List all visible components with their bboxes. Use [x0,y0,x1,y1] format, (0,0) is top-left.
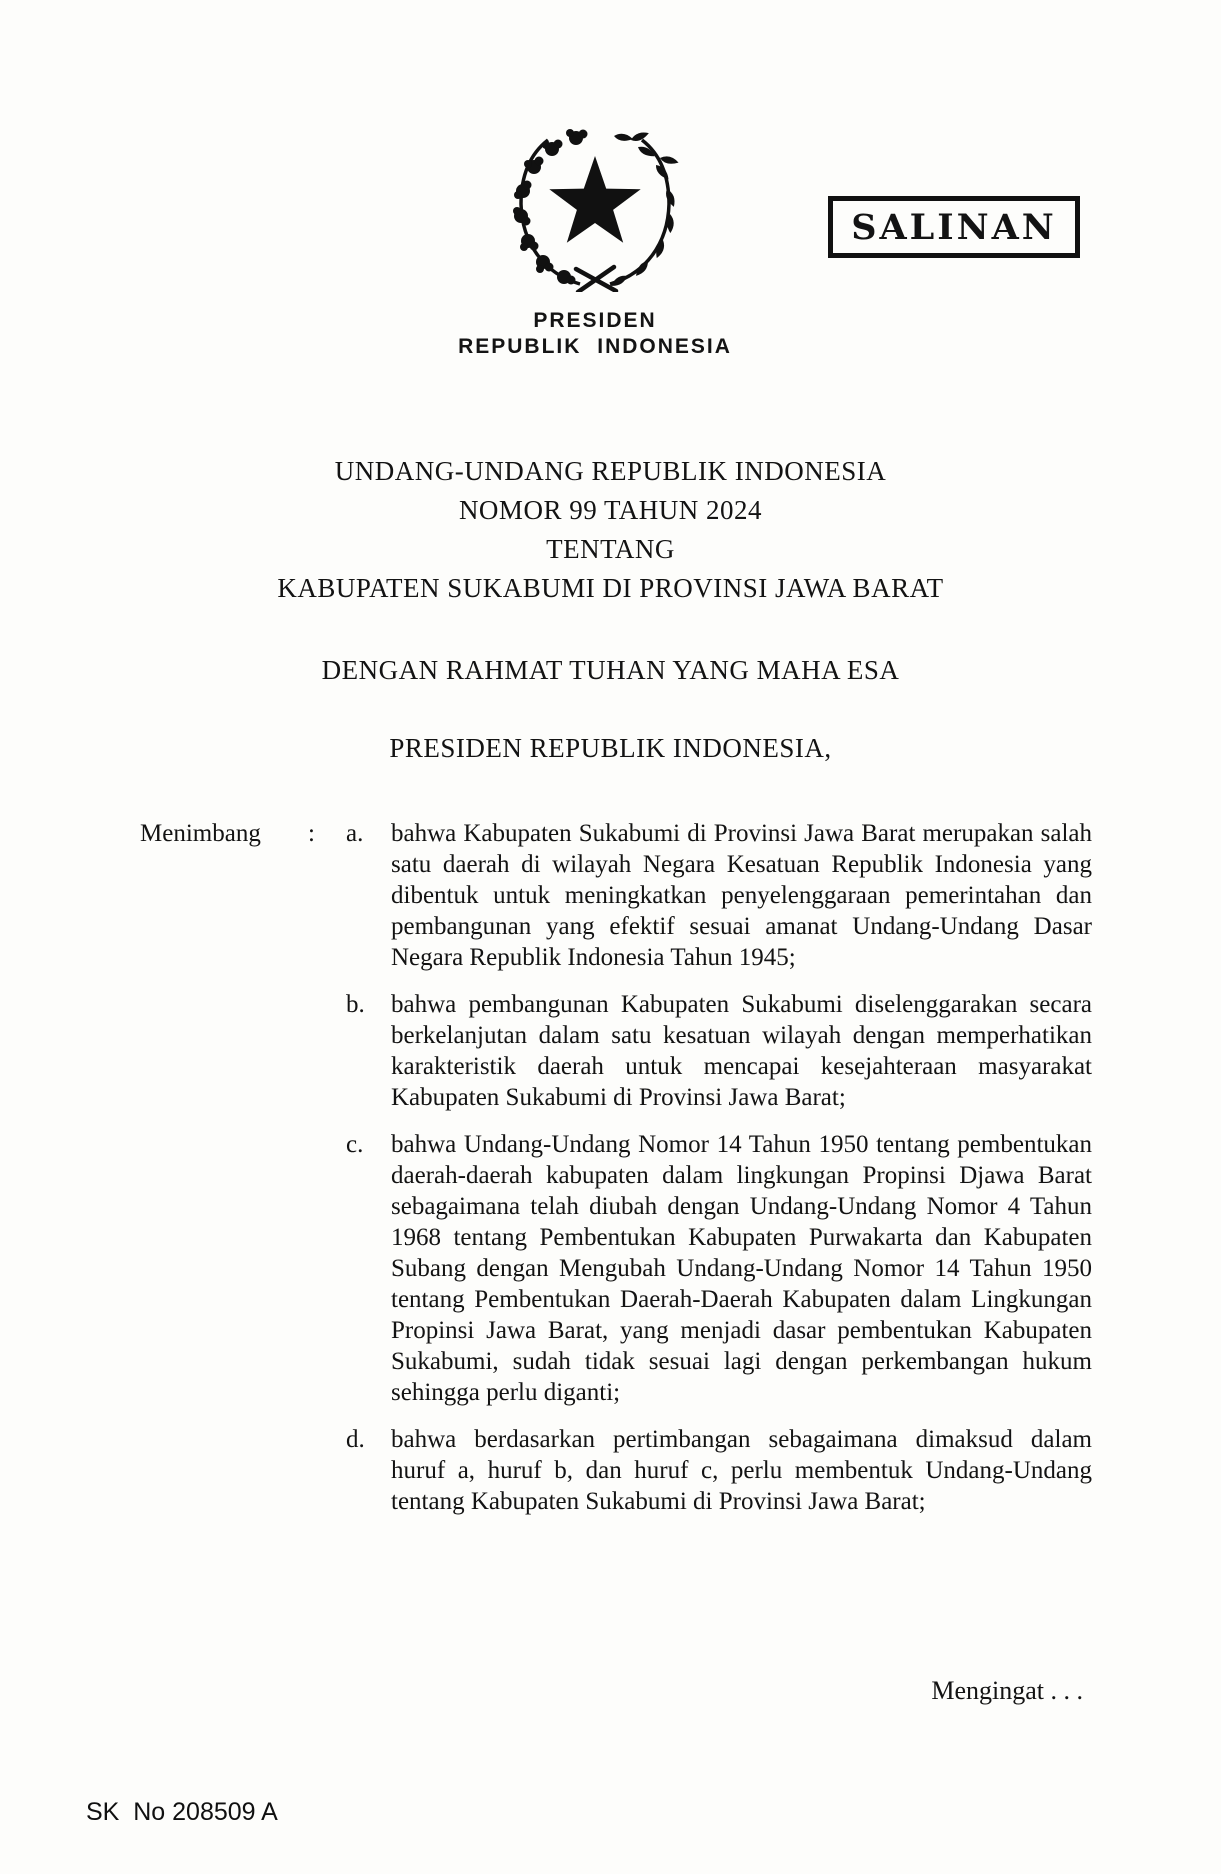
item-text: bahwa Kabupaten Sukabumi di Provinsi Jawa Barat merupakan salah satu daerah di wilayah Negara Kesatuan Republik Indonesia yang dibentuk untuk meningkatkan penyelenggaraan pemerintahan dan pembangunan yang efektif sesuai amanat Undang-Undang Dasar Negara Republik Indonesia Tahun 1945; [391,820,1092,971]
considering-items [346,818,1092,1533]
item-marker: d. [346,1426,365,1453]
item-marker: b. [346,991,365,1018]
considering-item-b [346,989,1092,1113]
catchword-mengingat: Mengingat . . . [931,1676,1083,1705]
star-wreath-emblem-icon [510,126,680,292]
salutation-line: PRESIDEN REPUBLIK INDONESIA, [389,733,832,763]
document-title-block [0,452,1221,608]
salinan-stamp-label: SALINAN [851,206,1057,248]
letterhead [415,308,775,360]
star-icon [549,156,640,243]
considering-separator: : [308,820,315,847]
title-line-subject: KABUPATEN SUKABUMI DI PROVINSI JAWA BARAT [277,573,944,603]
considering-label: Menimbang [140,820,261,847]
item-marker: a. [346,820,364,847]
item-text: bahwa pembangunan Kabupaten Sukabumi diselenggarakan secara berkelanjutan dalam satu kesatuan wilayah dengan memperhatikan karakteristik daerah untuk mencapai kesejahteraan masyarakat Kabupaten Sukabumi di Provinsi Jawa Barat; [391,991,1092,1111]
salinan-copy-stamp [828,196,1080,258]
sk-number-footer: SK No 208509 A [86,1798,278,1826]
letterhead-presiden: PRESIDEN [533,309,657,332]
considering-item-a [346,818,1092,973]
item-marker: c. [346,1131,364,1158]
invocation-line: DENGAN RAHMAT TUHAN YANG MAHA ESA [321,655,900,685]
considering-item-c [346,1129,1092,1408]
title-line-number: NOMOR 99 TAHUN 2024 [458,495,763,525]
title-line-tentang: TENTANG [546,534,675,564]
letterhead-republik-indonesia: REPUBLIK INDONESIA [458,335,732,358]
considering-item-d [346,1424,1092,1517]
title-line-law: UNDANG-UNDANG REPUBLIK INDONESIA [334,456,887,486]
item-text: bahwa Undang-Undang Nomor 14 Tahun 1950 tentang pembentukan daerah-daerah kabupaten dalam lingkungan Propinsi Djawa Barat sebagaimana telah diubah dengan Undang-Undang Nomor 4 Tahun 1968 tentang Pembentukan Kabupaten Purwakarta dan Kabupaten Subang dengan Mengubah Undang-Undang Nomor 14 Tahun 1950 tentang Pembentukan Daerah-Daerah Kabupaten dalam Lingkungan Propinsi Jawa Barat, yang menjadi dasar pembentukan Kabupaten Sukabumi, sudah tidak sesuai lagi dengan perkembangan hukum sehingga perlu diganti; [391,1131,1092,1406]
item-text: bahwa berdasarkan pertimbangan sebagaimana dimaksud dalam huruf a, huruf b, dan huruf c, perlu membentuk Undang-Undang tentang Kabupaten Sukabumi di Provinsi Jawa Barat; [391,1426,1092,1515]
considering-section [140,818,1092,1533]
